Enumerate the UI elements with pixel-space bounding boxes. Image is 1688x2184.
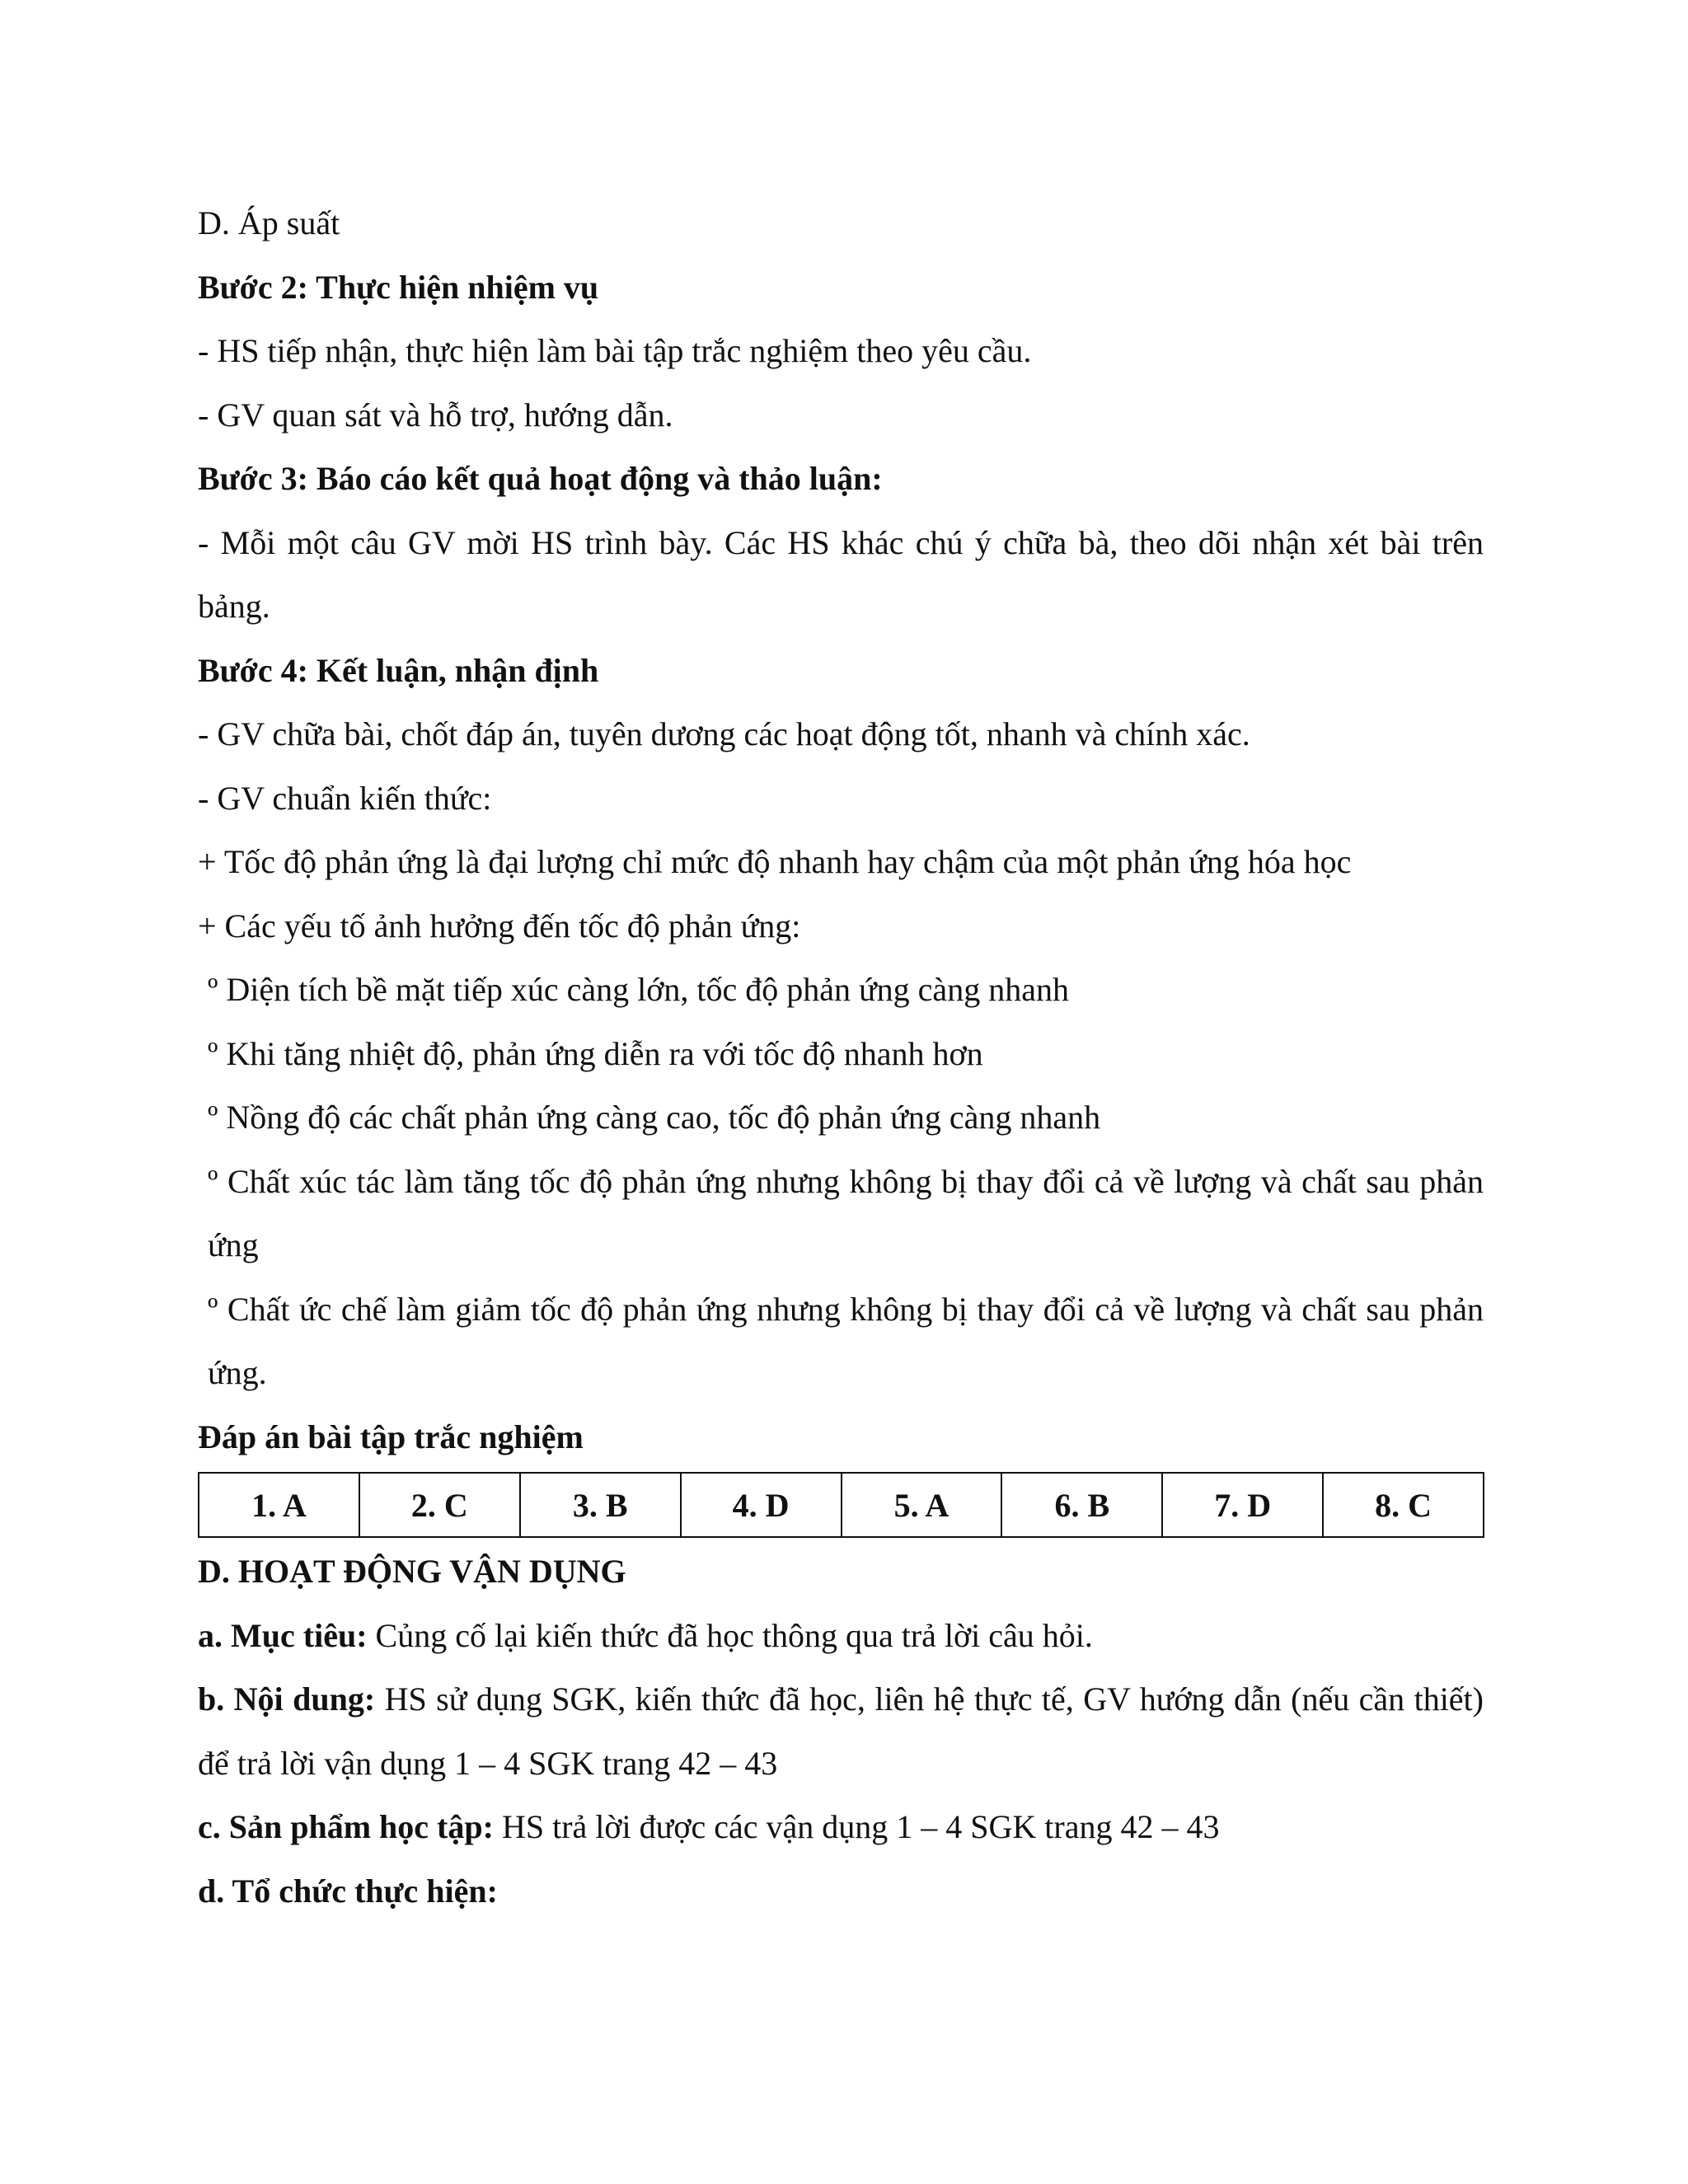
- answer-cell: 1. A: [199, 1473, 359, 1537]
- product-text: HS trả lời được các vận dụng 1 – 4 SGK trang 42 – 43: [493, 1808, 1220, 1845]
- content-text: HS sử dụng SGK, kiến thức đã học, liên hệ thực tế, GV hướng dẫn (nếu cần thiết) để trả lời vận dụng 1 – 4 SGK trang 42 – 43: [198, 1680, 1484, 1782]
- section-d-organization: d. Tổ chức thực hiện:: [198, 1872, 498, 1910]
- section-d-objective: [198, 1604, 1484, 1668]
- objective-text: Củng cố lại kiến thức đã học thông qua trả lời câu hỏi.: [367, 1616, 1093, 1654]
- section-d-content: [198, 1667, 1484, 1795]
- factor-item: º Khi tăng nhiệt độ, phản ứng diễn ra với tốc độ nhanh hơn: [208, 1034, 983, 1072]
- answer-row: [199, 1473, 1484, 1537]
- factor-item: º Chất xúc tác làm tăng tốc độ phản ứng nhưng không bị thay đổi cả về lượng và chất sau phản ứng: [208, 1162, 1484, 1263]
- option-d: D. Áp suất: [198, 204, 340, 241]
- answer-table: [198, 1472, 1484, 1538]
- answer-cell: 6. B: [1001, 1473, 1162, 1537]
- section-d-heading: D. HOẠT ĐỘNG VẬN DỤNG: [198, 1553, 626, 1590]
- factors-intro: + Các yếu tố ảnh hưởng đến tốc độ phản ứng:: [198, 907, 801, 944]
- factor-item: º Nồng độ các chất phản ứng càng cao, tốc độ phản ứng càng nhanh: [208, 1099, 1101, 1136]
- factor-item: º Chất ức chế làm giảm tốc độ phản ứng nhưng không bị thay đổi cả về lượng và chất sau phản ứng.: [208, 1290, 1484, 1391]
- content-label: b. Nội dung:: [198, 1680, 376, 1718]
- answer-cell: 4. D: [681, 1473, 842, 1537]
- rate-definition: + Tốc độ phản ứng là đại lượng chỉ mức độ nhanh hay chậm của một phản ứng hóa học: [198, 843, 1352, 880]
- answer-cell: 2. C: [359, 1473, 520, 1537]
- document-page: [198, 191, 1484, 1923]
- product-label: c. Sản phẩm học tập:: [198, 1808, 494, 1845]
- answer-cell: 8. C: [1323, 1473, 1484, 1537]
- answers-heading: Đáp án bài tập trắc nghiệm: [198, 1418, 584, 1455]
- step4-line-1: - GV chữa bài, chốt đáp án, tuyên dương các hoạt động tốt, nhanh và chính xác.: [198, 715, 1250, 752]
- objective-label: a. Mục tiêu:: [198, 1616, 368, 1654]
- answer-cell: 5. A: [842, 1473, 1002, 1537]
- step4-line-2: - GV chuẩn kiến thức:: [198, 779, 492, 817]
- step3-heading: Bước 3: Báo cáo kết quả hoạt động và thảo luận:: [198, 460, 883, 497]
- step2-line-1: - HS tiếp nhận, thực hiện làm bài tập trắc nghiệm theo yêu cầu.: [198, 332, 1032, 369]
- factor-item: º Diện tích bề mặt tiếp xúc càng lớn, tốc độ phản ứng càng nhanh: [208, 971, 1069, 1008]
- step2-line-2: - GV quan sát và hỗ trợ, hướng dẫn.: [198, 396, 673, 434]
- step2-heading: Bước 2: Thực hiện nhiệm vụ: [198, 268, 599, 306]
- step4-heading: Bước 4: Kết luận, nhận định: [198, 651, 599, 689]
- answer-cell: 3. B: [520, 1473, 681, 1537]
- step3-text: - Mỗi một câu GV mời HS trình bày. Các HS khác chú ý chữa bà, theo dõi nhận xét bài trên bảng.: [198, 523, 1484, 625]
- section-d-product: [198, 1795, 1484, 1859]
- answer-cell: 7. D: [1162, 1473, 1323, 1537]
